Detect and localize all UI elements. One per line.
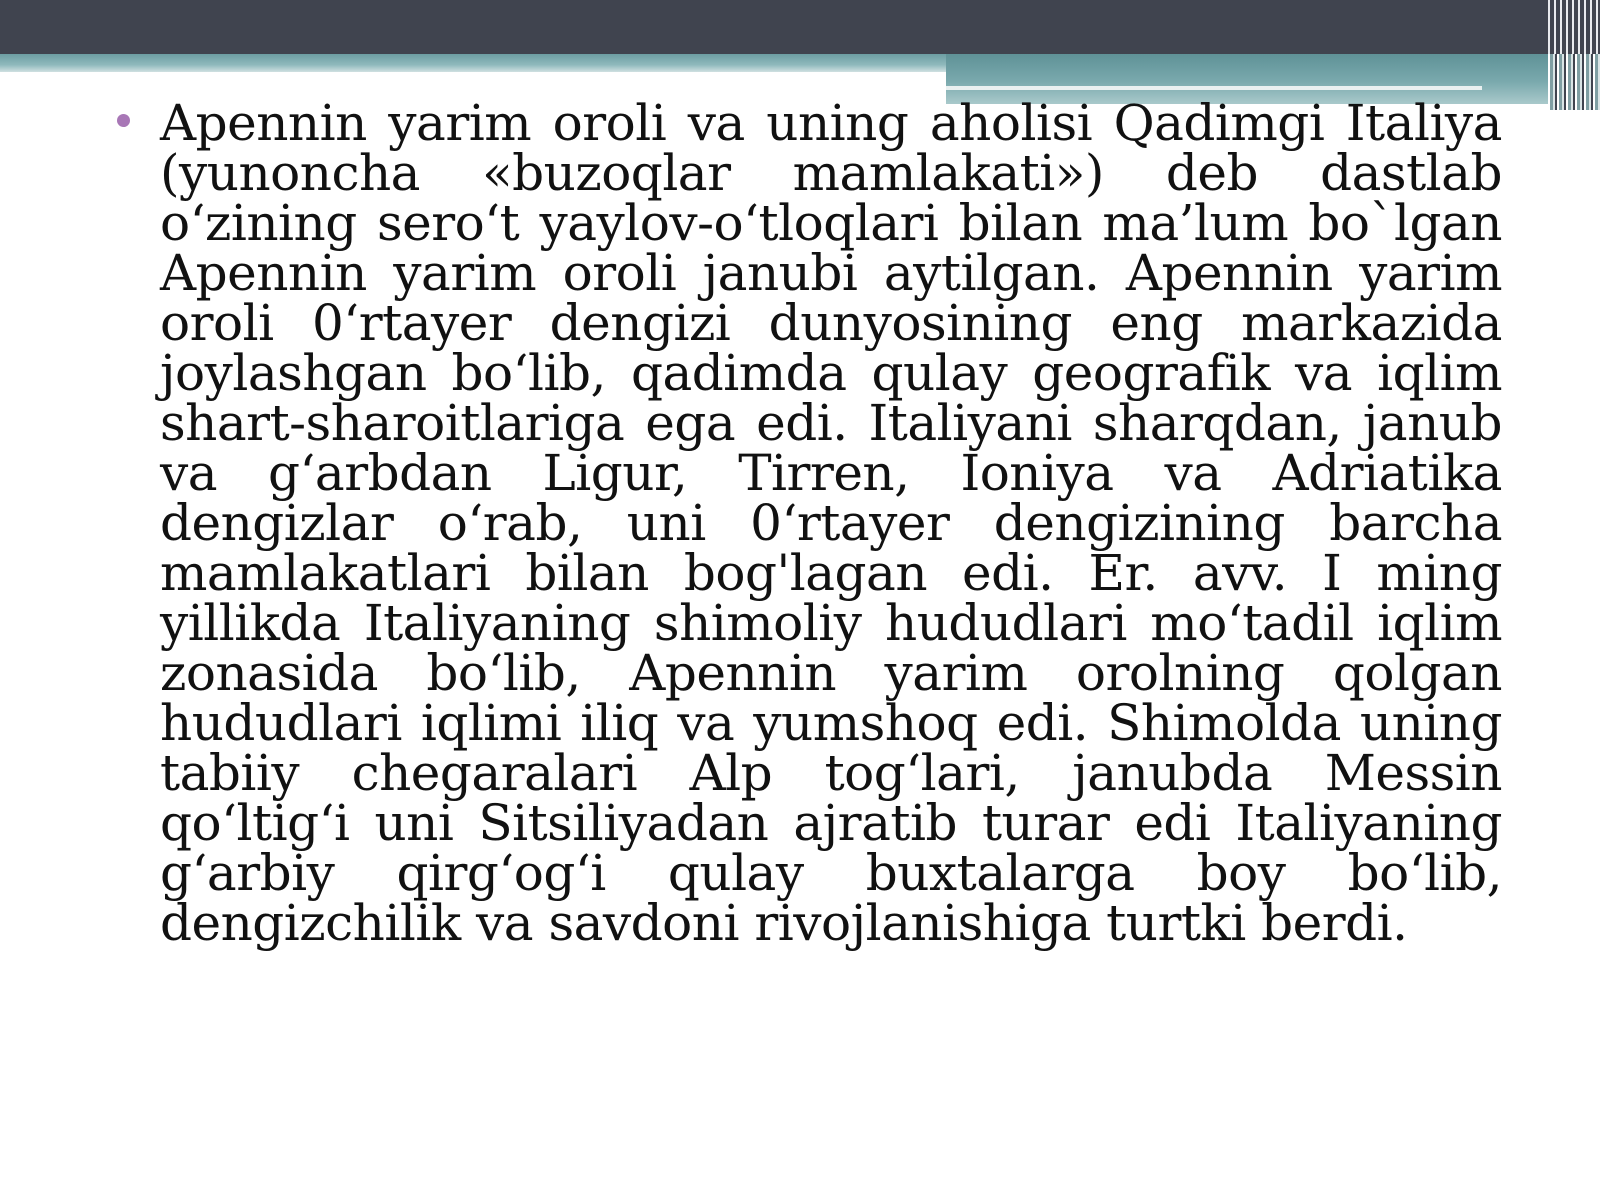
slide-content (112, 94, 1502, 952)
bullet-dot-icon (117, 114, 130, 127)
header-stripes-top-decoration (1548, 0, 1600, 54)
header-divider-line (946, 86, 1482, 90)
bullet-text: Apennin yarim oroli va uning aholisi Qadimgi Italiya (yunoncha «buzoqlar mamlakati») deb dastlab o‘zining sero‘t yaylov-o‘tloqlari bilan ma’lum bo`lgan Apennin yarim oroli janubi aytilgan. Apennin yarim oroli 0‘rtayer dengizi dunyosining eng markazida joylashgan bo‘lib, qadimda qulay geografik va iqlim shart-sharoitlariga ega edi. Italiyani sharqdan, janub va g‘arbdan Ligur, Tirren, Ioniya va Adriatika dengizlar o‘rab, uni 0‘rtayer dengizining barcha mamlakatlari bilan bog'lagan edi. Er. avv. I ming yillikda Italiyaning shimoliy hududlari mo‘tadil iqlim zonasida bo‘lib, Apennin yarim orolning qolgan hududlari iqlimi iliq va yumshoq edi. Shimolda uning tabiiy chegaralari Alp tog‘lari, janubda Messin qo‘ltig‘i uni Sitsiliyadan ajratib turar edi Italiyaning g‘arbiy qirg‘og‘i qulay buxtalarga boy bo‘lib, dengizchilik va savdoni rivojlanishiga turtki berdi. (160, 94, 1502, 952)
bullet-item (112, 94, 1502, 952)
header-band-left (0, 54, 946, 72)
header-bar (0, 0, 1600, 54)
